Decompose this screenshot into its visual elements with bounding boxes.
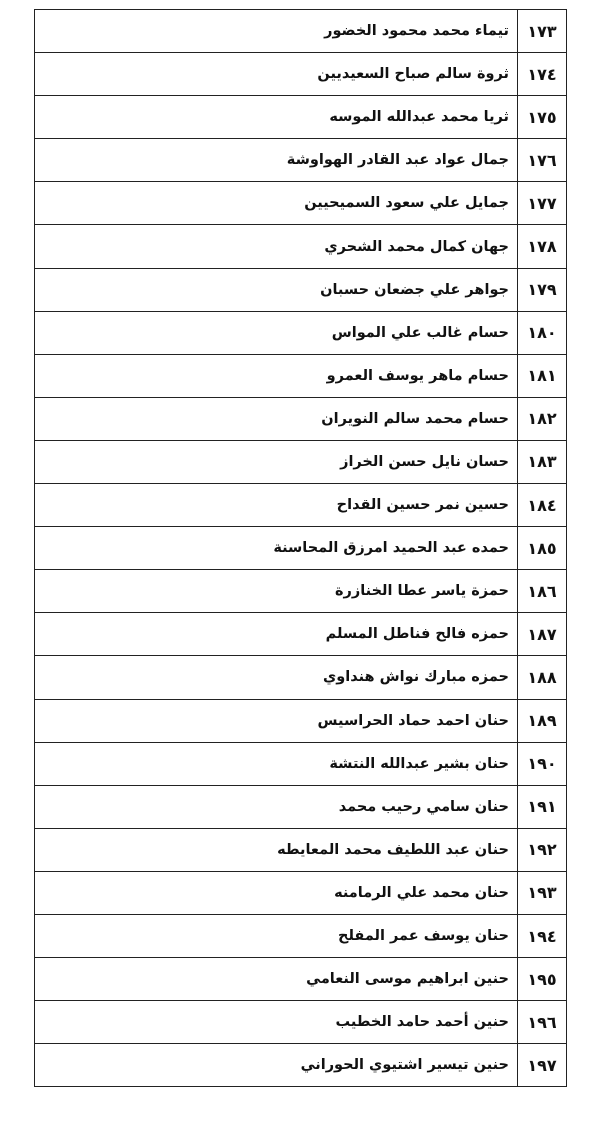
table-row — [35, 96, 567, 139]
row-number: ١٨٦ — [518, 570, 567, 613]
person-name: جمال عواد عبد القادر الهواوشة — [35, 139, 518, 182]
person-name: حنين ابراهيم موسى النعامي — [35, 958, 518, 1001]
row-number: ١٩٧ — [518, 1044, 567, 1087]
table-row — [35, 656, 567, 699]
row-number: ١٨٥ — [518, 527, 567, 570]
table-row — [35, 10, 567, 53]
person-name: حمزه فالح فناطل المسلم — [35, 613, 518, 656]
person-name: حسام ماهر يوسف العمرو — [35, 354, 518, 397]
person-name: حنان بشير عبدالله النتشة — [35, 742, 518, 785]
table-row — [35, 828, 567, 871]
row-number: ١٨١ — [518, 354, 567, 397]
person-name: تيماء محمد محمود الخضور — [35, 10, 518, 53]
table-row — [35, 958, 567, 1001]
person-name: حنين أحمد حامد الخطيب — [35, 1001, 518, 1044]
row-number: ١٩٣ — [518, 871, 567, 914]
table-row — [35, 1001, 567, 1044]
table-row — [35, 53, 567, 96]
table-row — [35, 440, 567, 483]
person-name: حنان سامي رحيب محمد — [35, 785, 518, 828]
person-name: حنين تيسير اشتيوي الحوراني — [35, 1044, 518, 1087]
table-row — [35, 182, 567, 225]
table-row — [35, 785, 567, 828]
person-name: حنان يوسف عمر المفلح — [35, 914, 518, 957]
row-number: ١٨٢ — [518, 397, 567, 440]
person-name: حمزه مبارك نواش هنداوي — [35, 656, 518, 699]
row-number: ١٨٩ — [518, 699, 567, 742]
names-table — [34, 9, 567, 1087]
table-row — [35, 484, 567, 527]
table-row — [35, 311, 567, 354]
row-number: ١٧٣ — [518, 10, 567, 53]
row-number: ١٧٦ — [518, 139, 567, 182]
table-row — [35, 225, 567, 268]
person-name: حمده عبد الحميد امرزق المحاسنة — [35, 527, 518, 570]
person-name: حنان محمد علي الرمامنه — [35, 871, 518, 914]
person-name: حمزة ياسر عطا الخنازرة — [35, 570, 518, 613]
row-number: ١٧٤ — [518, 53, 567, 96]
table-row — [35, 871, 567, 914]
table-row — [35, 268, 567, 311]
table-row — [35, 1044, 567, 1087]
row-number: ١٩٤ — [518, 914, 567, 957]
table-row — [35, 914, 567, 957]
person-name: حنان احمد حماد الحراسيس — [35, 699, 518, 742]
person-name: حسام غالب علي المواس — [35, 311, 518, 354]
person-name: حنان عبد اللطيف محمد المعايطه — [35, 828, 518, 871]
table-row — [35, 139, 567, 182]
table-row — [35, 527, 567, 570]
person-name: جواهر علي جضعان حسبان — [35, 268, 518, 311]
table-row — [35, 397, 567, 440]
row-number: ١٧٥ — [518, 96, 567, 139]
row-number: ١٨٤ — [518, 484, 567, 527]
person-name: حسان نايل حسن الخراز — [35, 440, 518, 483]
row-number: ١٩٥ — [518, 958, 567, 1001]
table-row — [35, 613, 567, 656]
row-number: ١٩٠ — [518, 742, 567, 785]
table-row — [35, 354, 567, 397]
row-number: ١٨٨ — [518, 656, 567, 699]
table-row — [35, 570, 567, 613]
row-number: ١٩١ — [518, 785, 567, 828]
row-number: ١٨٧ — [518, 613, 567, 656]
table-row — [35, 742, 567, 785]
row-number: ١٨٣ — [518, 440, 567, 483]
row-number: ١٧٧ — [518, 182, 567, 225]
row-number: ١٩٢ — [518, 828, 567, 871]
table-row — [35, 699, 567, 742]
person-name: حسين نمر حسين القداح — [35, 484, 518, 527]
row-number: ١٩٦ — [518, 1001, 567, 1044]
person-name: جهان كمال محمد الشحري — [35, 225, 518, 268]
person-name: جمايل علي سعود السميحيين — [35, 182, 518, 225]
person-name: حسام محمد سالم النويران — [35, 397, 518, 440]
person-name: ثروة سالم صباح السعيديين — [35, 53, 518, 96]
row-number: ١٧٨ — [518, 225, 567, 268]
row-number: ١٧٩ — [518, 268, 567, 311]
row-number: ١٨٠ — [518, 311, 567, 354]
person-name: ثريا محمد عبدالله الموسه — [35, 96, 518, 139]
names-table-body — [35, 10, 567, 1087]
